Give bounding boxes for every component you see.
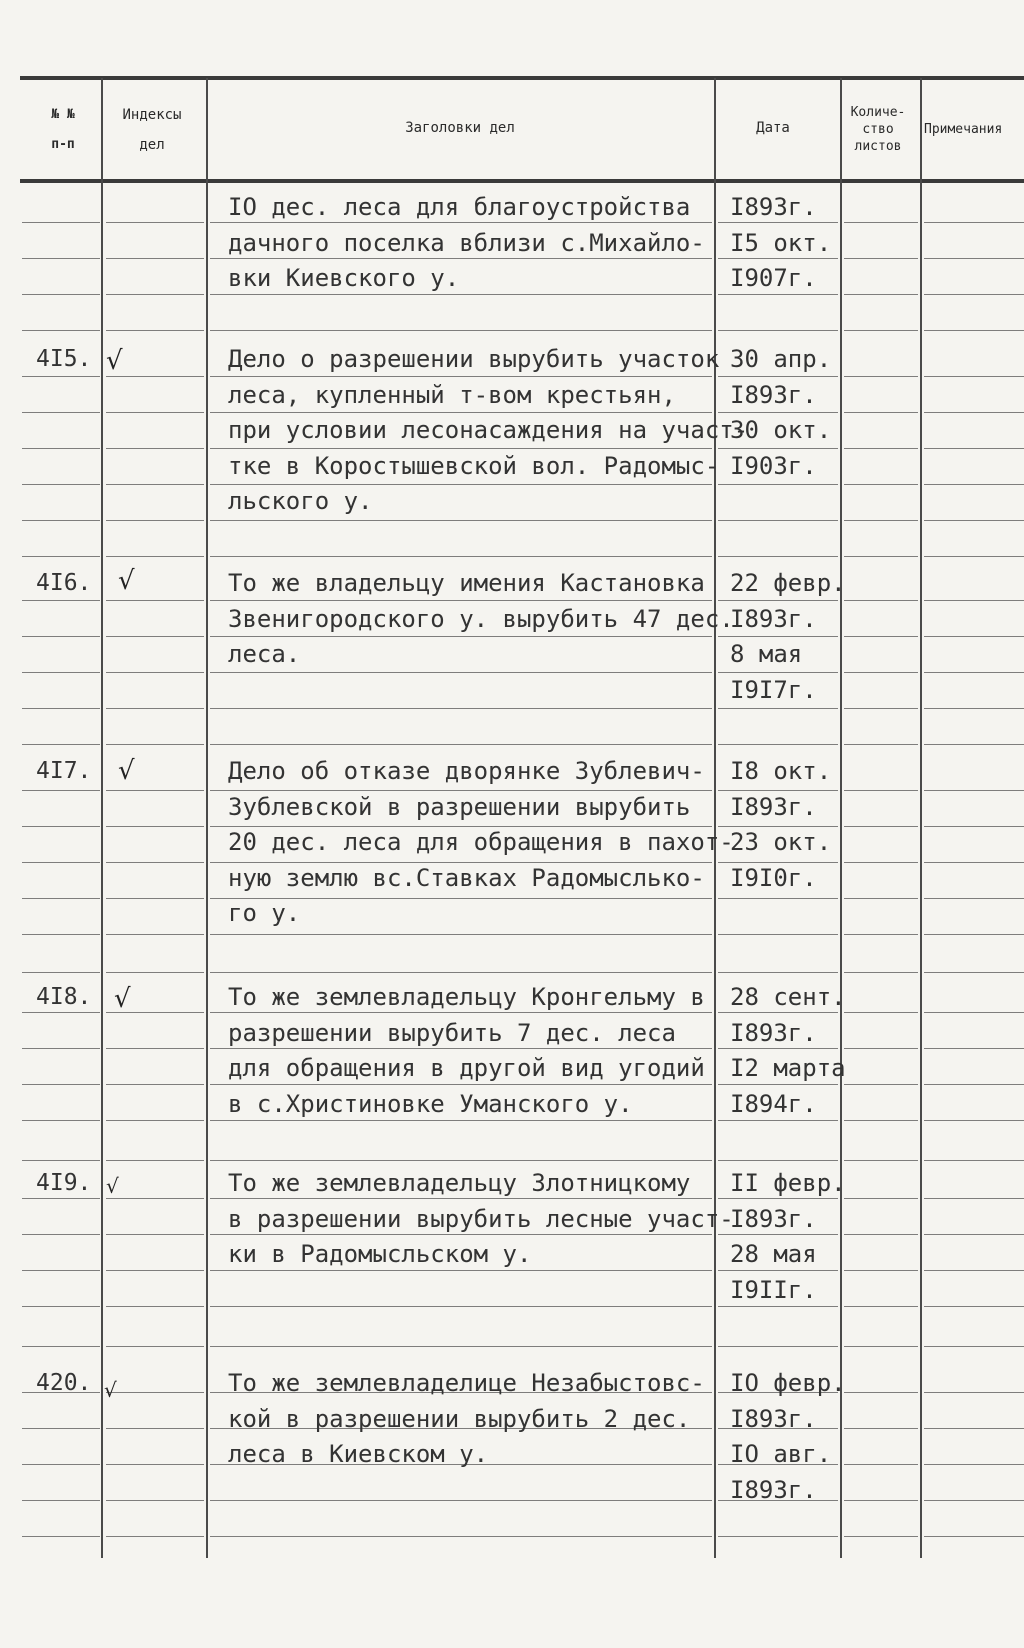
header-count [838, 104, 918, 155]
ruled-line [106, 1428, 204, 1429]
ruled-line [844, 862, 918, 863]
ruled-line [22, 1464, 100, 1465]
ruled-line [210, 520, 712, 521]
ruled-line [844, 972, 918, 973]
row-number-415: 4I5. [36, 346, 92, 372]
ruled-line [106, 934, 204, 935]
header-title: Заголовки дел [405, 120, 515, 136]
ruled-line [106, 636, 204, 637]
checkmark-icon: √ [106, 346, 123, 376]
row-title-417: Дело об отказе дворянке Зублевич- Зублевской в разрешении вырубить 20 дес. леса для обращения в пахот- ную землю вс.Ставках Радомыслько- го у. [228, 757, 734, 927]
ruled-line [22, 826, 100, 827]
ruled-line [844, 898, 918, 899]
ruled-line [844, 448, 918, 449]
ruled-line [210, 1160, 712, 1161]
ruled-line [924, 934, 1024, 935]
ruled-line [924, 222, 1024, 223]
ruled-line [924, 672, 1024, 673]
column-divider-4 [840, 78, 842, 1558]
ruled-line [22, 1536, 100, 1537]
ruled-line [844, 708, 918, 709]
ruled-line [718, 744, 838, 745]
ruled-line [924, 448, 1024, 449]
column-divider-2 [206, 78, 208, 1558]
ruled-line [106, 862, 204, 863]
ruled-line [22, 448, 100, 449]
header-notes: Примечания [924, 122, 1003, 137]
row-dates-419: II февр. I893г. 28 мая I9IIг. [730, 1169, 846, 1304]
ruled-line [22, 1160, 100, 1161]
ruled-line [22, 672, 100, 673]
ruled-line [106, 1160, 204, 1161]
ruled-line [106, 672, 204, 673]
ruled-line [844, 1234, 918, 1235]
ruled-line [924, 484, 1024, 485]
ruled-line [22, 1048, 100, 1049]
ruled-line [22, 484, 100, 485]
row-dates-415: 30 апр. I893г. 30 окт. I903г. [730, 345, 832, 480]
ruled-line [22, 1270, 100, 1271]
header-bottom-rule [20, 179, 1024, 183]
ruled-line [844, 222, 918, 223]
ruled-line [844, 376, 918, 377]
ruled-line [718, 898, 838, 899]
row-title-415: Дело о разрешении вырубить участок леса, купленный т-вом крестьян, при условии лесонасаждения на участ- тке в Коростышевской вол. Радомыс- льского у. [228, 345, 749, 515]
ruled-line [210, 708, 712, 709]
ruled-line [106, 484, 204, 485]
ruled-line [844, 1464, 918, 1465]
column-divider-5 [920, 78, 922, 1558]
ruled-line [106, 898, 204, 899]
ruled-line [924, 708, 1024, 709]
checkmark-icon: √ [118, 566, 135, 596]
ruled-line [924, 1346, 1024, 1347]
ruled-line [924, 1500, 1024, 1501]
row-number-420: 420. [36, 1370, 92, 1396]
ruled-line [106, 1234, 204, 1235]
ruled-line [924, 826, 1024, 827]
header-index-line-1: Индексы [122, 107, 182, 123]
row-title-continued: IO дес. леса для благоустройства дачного поселка вблизи с.Михайло- вки Киевского у. [228, 193, 705, 292]
row-dates-420: IO февр. I893г. IO авг. I893г. [730, 1369, 846, 1504]
ruled-line [210, 744, 712, 745]
ruled-line [844, 934, 918, 935]
ruled-line [718, 1536, 838, 1537]
ruled-line [924, 1012, 1024, 1013]
ruled-line [210, 934, 712, 935]
ruled-line [844, 294, 918, 295]
checkmark-icon: √ [114, 984, 131, 1014]
ruled-line [22, 1428, 100, 1429]
ruled-line [844, 330, 918, 331]
ruled-line [924, 1048, 1024, 1049]
ruled-line [106, 1464, 204, 1465]
ruled-line [106, 412, 204, 413]
ruled-line [106, 1500, 204, 1501]
ruled-line [924, 1306, 1024, 1307]
ruled-line [22, 972, 100, 973]
ruled-line [924, 376, 1024, 377]
ruled-line [106, 1270, 204, 1271]
ruled-line [844, 1160, 918, 1161]
ruled-line [924, 862, 1024, 863]
ruled-line [924, 1084, 1024, 1085]
ruled-line [718, 1346, 838, 1347]
ruled-line [22, 556, 100, 557]
header-index-line-2: дел [139, 137, 165, 153]
ruled-line [844, 1084, 918, 1085]
ruled-line [106, 1392, 204, 1393]
ruled-line [924, 898, 1024, 899]
ruled-line [924, 1160, 1024, 1161]
ruled-line [106, 520, 204, 521]
ruled-line [924, 1392, 1024, 1393]
ruled-line [718, 972, 838, 973]
ruled-line [924, 330, 1024, 331]
ruled-line [844, 258, 918, 259]
ruled-line [924, 1120, 1024, 1121]
ruled-line [22, 790, 100, 791]
header-index [104, 100, 200, 160]
ruled-line [924, 636, 1024, 637]
header-number-line-2: п-п [51, 137, 75, 152]
ruled-line [924, 1536, 1024, 1537]
ruled-line [22, 862, 100, 863]
ruled-line [210, 1500, 712, 1501]
ruled-line [844, 1048, 918, 1049]
ruled-line [22, 898, 100, 899]
ruled-line [106, 826, 204, 827]
row-dates-416: 22 февр. I893г. 8 мая I9I7г. [730, 569, 846, 704]
ruled-line [844, 1198, 918, 1199]
ruled-line [106, 222, 204, 223]
ruled-line [718, 330, 838, 331]
ruled-line [106, 1048, 204, 1049]
ruled-line [844, 1270, 918, 1271]
row-title-416: То же владельцу имения Кастановка Звенигородского у. вырубить 47 дес. леса. [228, 569, 734, 668]
ruled-line [106, 1084, 204, 1085]
ruled-line [22, 1306, 100, 1307]
checkmark-icon: √ [104, 1378, 117, 1402]
ruled-line [924, 520, 1024, 521]
ruled-line [924, 744, 1024, 745]
ruled-line [718, 708, 838, 709]
ruled-line [22, 412, 100, 413]
row-number-418: 4I8. [36, 984, 92, 1010]
ruled-line [22, 708, 100, 709]
ruled-line [22, 520, 100, 521]
header-number [30, 100, 96, 160]
ruled-line [844, 1306, 918, 1307]
ruled-line [106, 376, 204, 377]
ruled-line [106, 258, 204, 259]
ruled-line [210, 1346, 712, 1347]
ruled-line [924, 1464, 1024, 1465]
ruled-line [844, 484, 918, 485]
ruled-line [924, 412, 1024, 413]
checkmark-icon: √ [106, 1174, 119, 1198]
ruled-line [718, 556, 838, 557]
row-dates-417: I8 окт. I893г. 23 окт. I9I0г. [730, 757, 832, 892]
ruled-line [22, 1346, 100, 1347]
ruled-line [844, 744, 918, 745]
ruled-line [106, 1346, 204, 1347]
ruled-line [106, 1198, 204, 1199]
header-count-line-1: Количе- [850, 105, 906, 120]
ruled-line [844, 520, 918, 521]
ruled-line [924, 294, 1024, 295]
ruled-line [106, 1120, 204, 1121]
ruled-line [106, 1536, 204, 1537]
ruled-line [22, 222, 100, 223]
ruled-line [22, 1084, 100, 1085]
ruled-line [210, 556, 712, 557]
header-date: Дата [756, 120, 790, 136]
ruled-line [924, 790, 1024, 791]
row-title-420: То же землевладелице Незабыстовс- кой в разрешении вырубить 2 дес. леса в Киевском у. [228, 1369, 705, 1468]
ruled-line [718, 934, 838, 935]
row-dates-continued: I893г. I5 окт. I907г. [730, 193, 832, 292]
ruled-line [22, 1500, 100, 1501]
ruled-line [22, 636, 100, 637]
ruled-line [844, 636, 918, 637]
row-number-416: 4I6. [36, 570, 92, 596]
ruled-line [844, 1500, 918, 1501]
ruled-line [844, 826, 918, 827]
ruled-line [106, 744, 204, 745]
header-number-line-1: № № [51, 107, 75, 122]
checkmark-icon: √ [118, 756, 135, 786]
ruled-line [22, 258, 100, 259]
ruled-line [844, 412, 918, 413]
ruled-line [210, 1306, 712, 1307]
ruled-line [22, 934, 100, 935]
ruled-line [106, 1306, 204, 1307]
ruled-line [210, 330, 712, 331]
ruled-line [22, 1120, 100, 1121]
ruled-line [106, 600, 204, 601]
ruled-line [844, 1392, 918, 1393]
ruled-line [924, 1428, 1024, 1429]
ruled-line [106, 330, 204, 331]
ruled-line [844, 672, 918, 673]
ruled-line [106, 708, 204, 709]
ruled-line [924, 1270, 1024, 1271]
ruled-line [106, 294, 204, 295]
ruled-line [844, 600, 918, 601]
ruled-line [924, 1198, 1024, 1199]
ruled-line [924, 972, 1024, 973]
ruled-line [210, 972, 712, 973]
ruled-line [106, 448, 204, 449]
column-divider-1 [101, 78, 103, 1558]
ruled-line [924, 258, 1024, 259]
ruled-line [22, 744, 100, 745]
ruled-line [210, 1536, 712, 1537]
ruled-line [924, 600, 1024, 601]
ruled-line [718, 1160, 838, 1161]
header-count-line-3: листов [854, 139, 902, 154]
row-number-419: 4I9. [36, 1170, 92, 1196]
ruled-line [22, 330, 100, 331]
ruled-line [924, 556, 1024, 557]
ruled-line [106, 556, 204, 557]
header-count-line-2: ство [862, 122, 894, 137]
row-dates-418: 28 сент. I893г. I2 марта I894г. [730, 983, 846, 1118]
row-title-418: То же землевладельцу Кронгельму в разрешении вырубить 7 дес. леса для обращения в другой вид угодий в с.Христиновке Уманского у. [228, 983, 705, 1118]
header-top-rule [20, 76, 1024, 80]
ruled-line [718, 520, 838, 521]
ruled-line [844, 790, 918, 791]
ruled-line [106, 972, 204, 973]
ruled-line [844, 1120, 918, 1121]
ruled-line [844, 1536, 918, 1537]
ruled-line [844, 1012, 918, 1013]
ruled-line [844, 1346, 918, 1347]
row-number-417: 4I7. [36, 758, 92, 784]
ruled-line [106, 790, 204, 791]
ruled-line [22, 294, 100, 295]
ruled-line [22, 1234, 100, 1235]
ruled-line [924, 1234, 1024, 1235]
row-title-419: То же землевладельцу Злотницкому в разрешении вырубить лесные участ- ки в Радомысльском у. [228, 1169, 734, 1268]
ruled-line [844, 556, 918, 557]
ruled-line [844, 1428, 918, 1429]
